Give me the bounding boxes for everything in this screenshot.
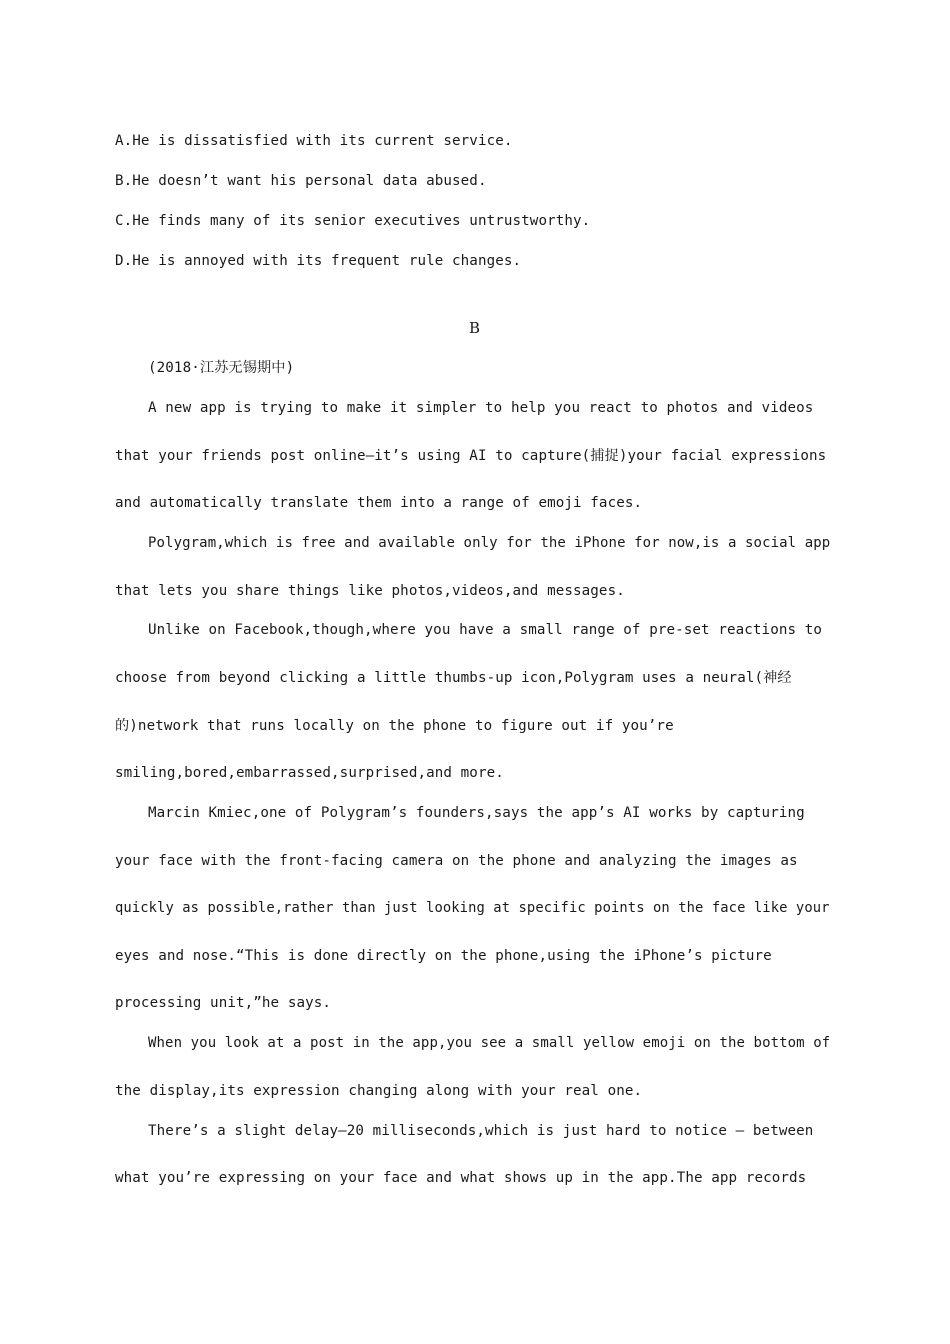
source-note: (2018·江苏无锡期中) xyxy=(148,360,295,376)
paragraph-line: Marcin Kmiec,one of Polygram’s founders,says the app’s AI works by capturing xyxy=(148,805,805,821)
paragraph-line: eyes and nose.“This is done directly on the phone,using the iPhone’s picture xyxy=(115,948,772,964)
paragraph-line: When you look at a post in the app,you see a small yellow emoji on the bottom of xyxy=(148,1035,831,1051)
section-heading: B xyxy=(469,319,481,337)
paragraph-line: that lets you share things like photos,videos,and messages. xyxy=(115,583,625,599)
paragraph-line: that your friends post online—it’s using AI to capture(捕捉)your facial expressions xyxy=(115,448,827,464)
paragraph-line: and automatically translate them into a range of emoji faces. xyxy=(115,495,643,511)
option-c: C.He finds many of its senior executives untrustworthy. xyxy=(115,213,591,229)
paragraph-line: choose from beyond clicking a little thumbs-up icon,Polygram uses a neural(神经 xyxy=(115,670,792,686)
paragraph-line: 的)network that runs locally on the phone to figure out if you’re xyxy=(115,718,674,734)
paragraph-line: A new app is trying to make it simpler to help you react to photos and videos xyxy=(148,400,814,416)
option-b: B.He doesn’t want his personal data abused. xyxy=(115,173,487,189)
paragraph-line: Unlike on Facebook,though,where you have a small range of pre-set reactions to xyxy=(148,622,823,638)
paragraph-line: your face with the front-facing camera on the phone and analyzing the images as xyxy=(115,853,798,869)
paragraph-line: processing unit,”he says. xyxy=(115,995,332,1011)
option-d: D.He is annoyed with its frequent rule changes. xyxy=(115,253,522,269)
paragraph-line: smiling,bored,embarrassed,surprised,and more. xyxy=(115,765,504,781)
paragraph-line: quickly as possible,rather than just looking at specific points on the face like your xyxy=(115,900,830,916)
paragraph-line: There’s a slight delay—20 milliseconds,which is just hard to notice — between xyxy=(148,1123,814,1139)
paragraph-line: the display,its expression changing along with your real one. xyxy=(115,1083,643,1099)
paragraph-line: what you’re expressing on your face and what shows up in the app.The app records xyxy=(115,1170,807,1186)
option-a: A.He is dissatisfied with its current service. xyxy=(115,133,513,149)
paragraph-line: Polygram,which is free and available only for the iPhone for now,is a social app xyxy=(148,535,831,551)
